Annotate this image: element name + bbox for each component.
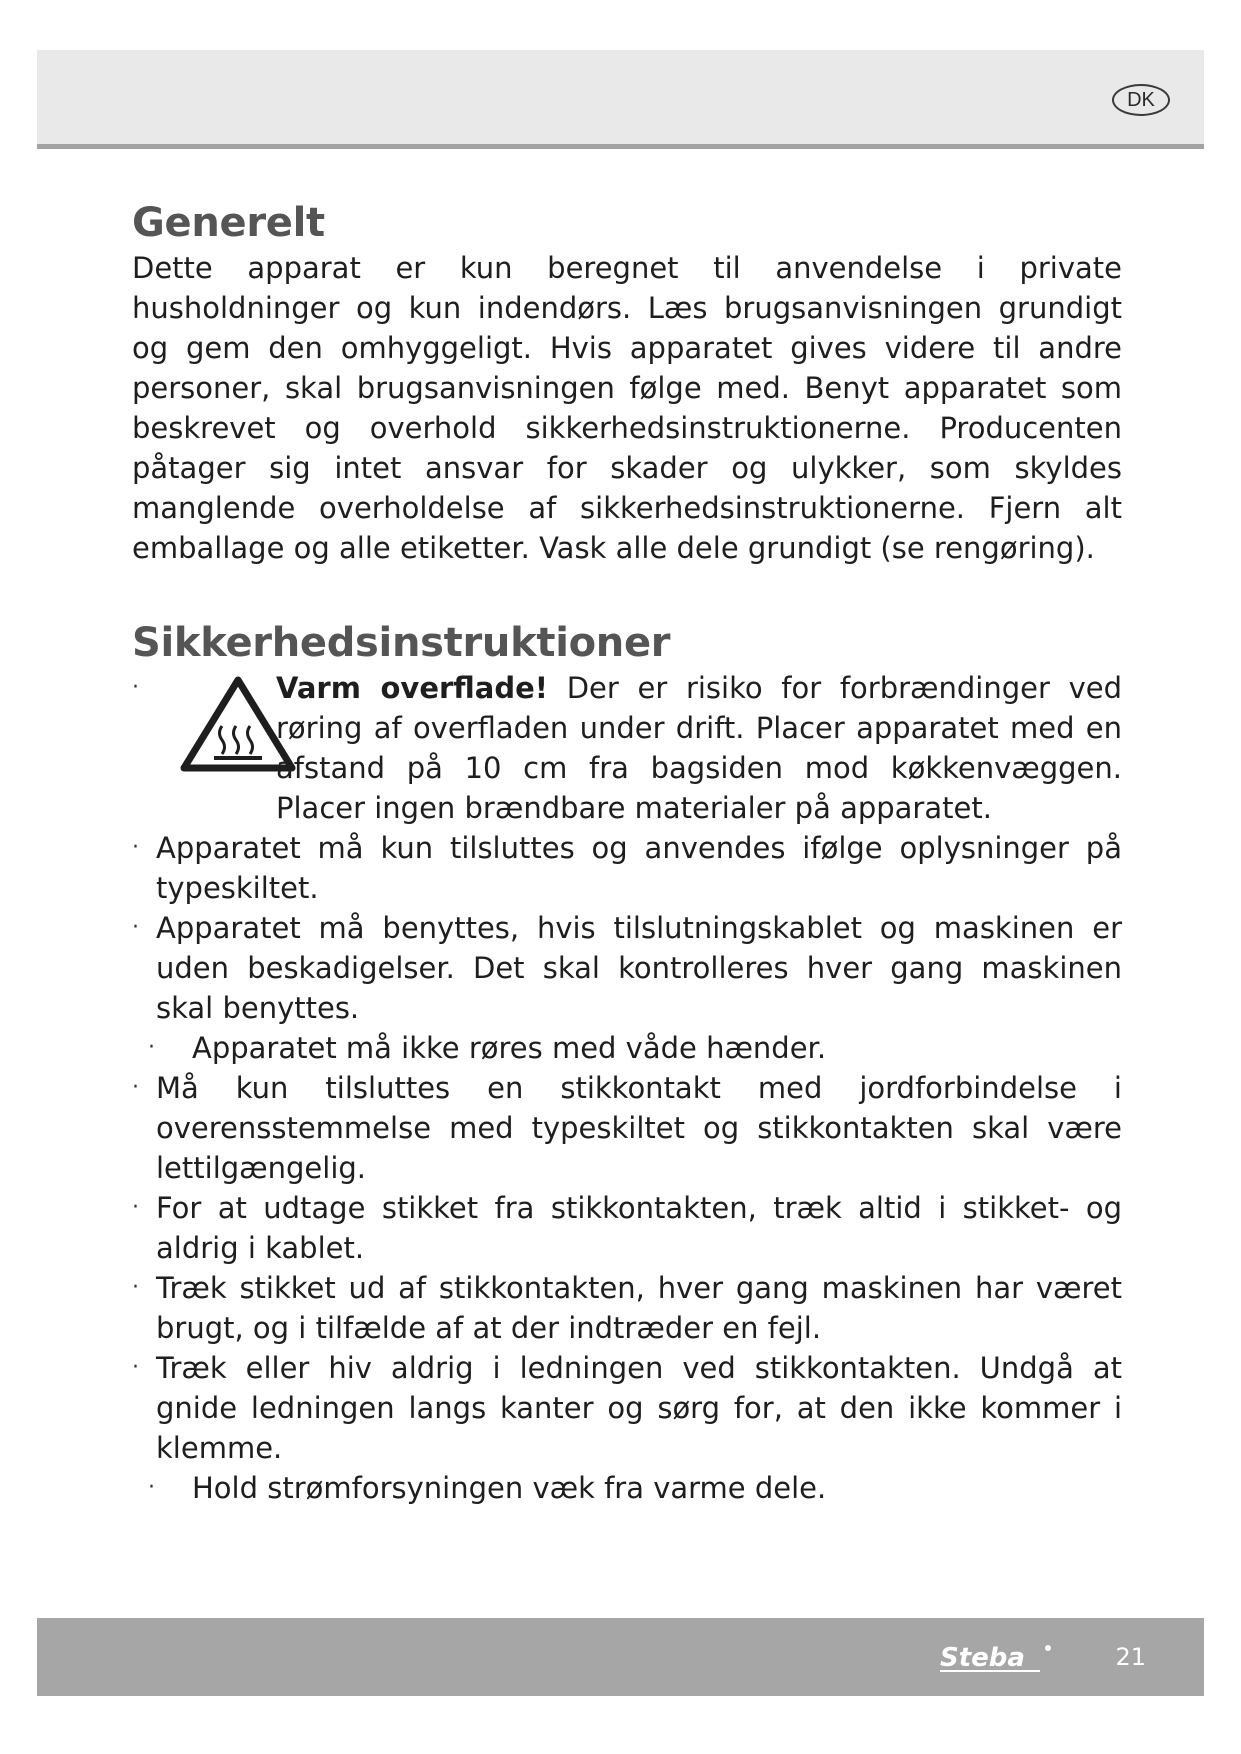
bullet-dot: · [132,835,139,860]
list-item-text: Hold strømforsyningen væk fra varme dele. [192,1471,827,1505]
section-title-safety: Sikkerhedsinstruktioner [132,620,671,666]
list-item [132,828,1122,908]
list-item-text: Må kun tilsluttes en stikkontakt med jordforbindelse i overensstemmelse med typeskiltet og stikkontakten skal være lettilgængelig. [156,1071,1122,1185]
bullet-dot: · [148,1035,155,1060]
bullet-dot: · [132,675,139,700]
page-number: 21 [1115,1643,1146,1671]
list-item-text: For at udtage stikket fra stikkontakten, træk altid i stikket- og aldrig i kablet. [156,1191,1122,1265]
footer-band [37,1618,1204,1696]
list-item-warning [132,668,1122,828]
steba-logo-text: Steba [940,1643,1025,1673]
warning-text [156,668,1122,828]
safety-list [132,668,1122,1508]
warning-lead: Varm overflade! [276,671,549,705]
bullet-dot: · [132,1275,139,1300]
list-item-text: Apparatet må ikke røres med våde hænder. [192,1031,827,1065]
warning-body: Der er risiko for forbrændinger ved røring af overfladen under drift. Placer apparatet med en afstand på 10 cm fra bagsiden mod køkkenvæggen. Placer ingen brændbare materialer på apparatet. [276,671,1123,825]
list-item [132,1028,1122,1068]
bullet-dot: · [132,1075,139,1100]
general-paragraph: Dette apparat er kun beregnet til anvendelse i private husholdninger og kun indendørs. Læs brugsanvisningen grundigt og gem den omhyggeligt. Hvis apparatet gives videre til andre personer, skal brugsanvisningen følge med. Benyt apparatet som beskrevet og overhold sikkerhedsinstruktionerne. Producenten påtager sig intet ansvar for skader og ulykker, som skyldes manglende overholdelse af sikkerhedsinstruktionerne. Fjern alt emballage og alle etiketter. Vask alle dele grundigt (se rengøring). [132,251,1122,565]
steba-logo [936,1640,1056,1676]
list-item-text: Apparatet må kun tilsluttes og anvendes ifølge oplysninger på typeskiltet. [156,831,1122,905]
list-item [132,1068,1122,1188]
section-title-general: Generelt [132,200,325,246]
list-item-text: Apparatet må benyttes, hvis tilslutningskablet og maskinen er uden beskadigelser. Det skal kontrolleres hver gang maskinen skal benyttes. [156,911,1122,1025]
page-content [132,200,1122,1508]
list-item-text: Træk eller hiv aldrig i ledningen ved stikkontakten. Undgå at gnide ledningen langs kanter og sørg for, at den ikke kommer i klemme. [156,1351,1122,1465]
language-badge: DK [1112,84,1170,116]
list-item [132,1468,1122,1508]
bullet-dot: · [148,1475,155,1500]
bullet-dot: · [132,915,139,940]
header-band [37,50,1204,149]
list-item [132,1188,1122,1268]
list-item [132,908,1122,1028]
bullet-dot: · [132,1195,139,1220]
list-item [132,1348,1122,1468]
hot-surface-warning-icon [178,674,298,774]
list-item-text: Træk stikket ud af stikkontakten, hver gang maskinen har været brugt, og i tilfælde af at der indtræder en fejl. [156,1271,1122,1345]
bullet-dot: · [132,1355,139,1380]
warning-block [156,668,1122,828]
list-item [132,1268,1122,1348]
